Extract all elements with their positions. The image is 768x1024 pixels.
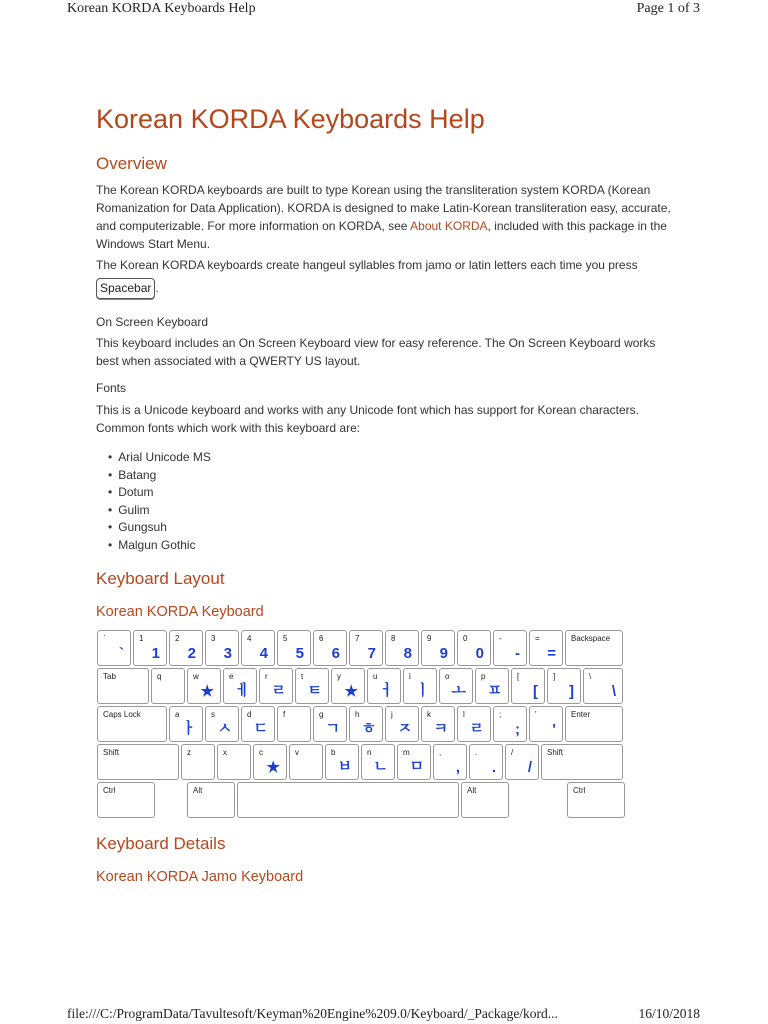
key-label: Ctrl: [103, 786, 116, 795]
key-label: \: [589, 672, 592, 681]
key-8[interactable]: [385, 630, 419, 666]
key-m[interactable]: [397, 744, 431, 780]
key-output: ㄹ: [469, 720, 484, 737]
key-label: h: [355, 710, 360, 719]
key-label: y: [337, 672, 341, 681]
key-label: ]: [553, 672, 556, 681]
list-item: • Batang: [118, 467, 211, 485]
key-9[interactable]: [421, 630, 455, 666]
key-output: ㄹ: [271, 682, 286, 699]
key-alt[interactable]: [461, 782, 509, 818]
key-label: Backspace: [571, 634, 611, 643]
key-tab[interactable]: [97, 668, 149, 704]
key-label: p: [481, 672, 486, 681]
key-label: 8: [391, 634, 396, 643]
key-output: [: [533, 683, 538, 700]
overview-heading: Overview: [96, 154, 167, 173]
key-\[interactable]: [583, 668, 623, 704]
key-label: 7: [355, 634, 360, 643]
key-label: g: [319, 710, 324, 719]
key-label: Alt: [193, 786, 203, 795]
key-label: x: [223, 748, 227, 757]
key-label: Alt: [467, 786, 477, 795]
key-output: 2: [187, 645, 196, 662]
key-output: \: [611, 683, 616, 700]
key--[interactable]: [493, 630, 527, 666]
key-alt[interactable]: [187, 782, 235, 818]
key-output: ㅎ: [361, 720, 376, 737]
key-label: =: [535, 634, 540, 643]
key-c[interactable]: [253, 744, 287, 780]
key-shift[interactable]: [97, 744, 179, 780]
key-'[interactable]: [529, 706, 563, 742]
key-label: k: [427, 710, 431, 719]
key-label: f: [283, 710, 286, 719]
key-1[interactable]: [133, 630, 167, 666]
key-label: [: [517, 672, 520, 681]
spacebar-line: Spacebar .: [96, 278, 671, 299]
key-][interactable]: [547, 668, 581, 704]
print-date: 16/10/2018: [638, 1006, 700, 1021]
key-label: 5: [283, 634, 288, 643]
key-u[interactable]: [367, 668, 401, 704]
key-i[interactable]: [403, 668, 437, 704]
key-output: 9: [439, 645, 448, 662]
key-label: s: [211, 710, 215, 719]
key-output: 1: [151, 645, 160, 662]
key-z[interactable]: [181, 744, 215, 780]
key-enter[interactable]: [565, 706, 623, 742]
key-w[interactable]: [187, 668, 221, 704]
key-f[interactable]: [277, 706, 311, 742]
key-j[interactable]: [385, 706, 419, 742]
key-output: 5: [295, 645, 304, 662]
key-label: 4: [247, 634, 252, 643]
key-label: u: [373, 672, 378, 681]
key-output: ㅍ: [487, 682, 502, 699]
key-output: ㅓ: [379, 682, 394, 699]
key-output: ㄱ: [325, 720, 340, 737]
key-b[interactable]: [325, 744, 359, 780]
key-ctrl[interactable]: [97, 782, 155, 818]
key-3[interactable]: [205, 630, 239, 666]
key-label: ': [535, 710, 537, 719]
key-output: ★: [344, 683, 358, 700]
key-output: `: [119, 645, 124, 662]
key-label: 0: [463, 634, 468, 643]
keyboard-layout-subheading: Korean KORDA Keyboard: [96, 604, 264, 620]
key-label: m: [403, 748, 410, 757]
key-k[interactable]: [421, 706, 455, 742]
key-caps-lock[interactable]: [97, 706, 167, 742]
key-a[interactable]: [169, 706, 203, 742]
key-output: 6: [331, 645, 340, 662]
key-output: ★: [266, 759, 280, 776]
key-label: -: [499, 634, 502, 643]
key-v[interactable]: [289, 744, 323, 780]
key-output: ': [552, 721, 556, 738]
key-output: ㅗ: [451, 682, 466, 699]
key-output: ㅣ: [415, 682, 430, 699]
list-item: • Gulim: [118, 502, 211, 520]
key-output: ㅂ: [337, 758, 352, 775]
key-label: 2: [175, 634, 180, 643]
key-label: /: [511, 748, 514, 757]
keyboard-layout-heading: Keyboard Layout: [96, 569, 225, 588]
key-output: ㅌ: [307, 682, 322, 699]
overview-para-2: The Korean KORDA keyboards create hangeul syllables from jamo or latin letters each time you press: [96, 258, 638, 272]
key-label: ;: [499, 710, 502, 719]
key-4[interactable]: [241, 630, 275, 666]
key-label: z: [187, 748, 191, 757]
key-label: v: [295, 748, 299, 757]
header-title: Korean KORDA Keyboards Help: [67, 1, 256, 16]
key-output: ,: [455, 759, 460, 776]
list-item: • Dotum: [118, 484, 211, 502]
key-output: ㅅ: [217, 720, 232, 737]
key-t[interactable]: [295, 668, 329, 704]
jamo-keyboard-heading: Korean KORDA Jamo Keyboard: [96, 869, 304, 885]
key-label: a: [175, 710, 180, 719]
key-label: Enter: [571, 710, 591, 719]
key-output: 7: [367, 645, 376, 662]
keyboard-details-heading: Keyboard Details: [96, 834, 226, 853]
key-label: e: [229, 672, 234, 681]
key-output: ㄴ: [373, 758, 388, 775]
key-y[interactable]: [331, 668, 365, 704]
key-backspace[interactable]: [565, 630, 623, 666]
osk-heading: On Screen Keyboard: [96, 315, 209, 329]
key-label: Shift: [547, 748, 564, 757]
key-label: .: [475, 748, 478, 757]
key-`[interactable]: [97, 630, 131, 666]
key-label: o: [445, 672, 450, 681]
key-label: Ctrl: [573, 786, 586, 795]
key-label: l: [463, 710, 465, 719]
key-[[interactable]: [511, 668, 545, 704]
spacebar-key: Spacebar: [96, 278, 155, 299]
key-e[interactable]: [223, 668, 257, 704]
key-label: 6: [319, 634, 324, 643]
file-path: file:///C:/ProgramData/Tavultesoft/Keyman%20Engine%209.0/Keyboard/_Package/kord...: [67, 1006, 558, 1021]
key-,[interactable]: [433, 744, 467, 780]
key-output: ㅔ: [235, 682, 250, 699]
key-p[interactable]: [475, 668, 509, 704]
key-shift[interactable]: [541, 744, 623, 780]
key-output: -: [515, 645, 520, 662]
list-item: • Arial Unicode MS: [118, 449, 211, 467]
key-h[interactable]: [349, 706, 383, 742]
key-label: w: [193, 672, 199, 681]
key-7[interactable]: [349, 630, 383, 666]
list-item: • Malgun Gothic: [118, 537, 211, 555]
key-output: =: [547, 645, 556, 662]
key-label: b: [331, 748, 336, 757]
key-output: /: [527, 759, 532, 776]
key-output: .: [491, 759, 496, 776]
key-/[interactable]: [505, 744, 539, 780]
key-label: 3: [211, 634, 216, 643]
key-n[interactable]: [361, 744, 395, 780]
key-label: q: [157, 672, 162, 681]
overview-para-1: The Korean KORDA keyboards are built to type Korean using the transliteration system KORDA (Korean Romanization for Data Application). KORDA is designed to make Latin-Korean transliteration easy, accurate, and computerizable. For more information on KORDA, see About KORDA, included with this package in the Windows Start Menu.: [96, 183, 671, 251]
key-output: ;: [515, 721, 520, 738]
key-space[interactable]: [237, 782, 459, 818]
key-s[interactable]: [205, 706, 239, 742]
key-output: 4: [259, 645, 268, 662]
key-label: Shift: [103, 748, 120, 757]
key-2[interactable]: [169, 630, 203, 666]
running-header: [0, 0, 768, 24]
key-output: ]: [569, 683, 574, 700]
key-output: 3: [223, 645, 232, 662]
key-=[interactable]: [529, 630, 563, 666]
key-output: 8: [403, 645, 412, 662]
key-output: ㅏ: [181, 720, 196, 737]
key-label: c: [259, 748, 263, 757]
key-label: `: [103, 634, 106, 643]
key-output: 0: [475, 645, 484, 662]
key-6[interactable]: [313, 630, 347, 666]
key-x[interactable]: [217, 744, 251, 780]
key-label: Caps Lock: [103, 710, 141, 719]
key-label: 9: [427, 634, 432, 643]
key-q[interactable]: [151, 668, 185, 704]
key-ctrl[interactable]: [567, 782, 625, 818]
fonts-heading: Fonts: [96, 381, 127, 395]
key-label: 1: [139, 634, 144, 643]
page-title: Korean KORDA Keyboards Help: [96, 104, 485, 134]
key-label: j: [391, 710, 393, 719]
key-g[interactable]: [313, 706, 347, 742]
key-0[interactable]: [457, 630, 491, 666]
key-l[interactable]: [457, 706, 491, 742]
key-label: i: [409, 672, 411, 681]
key-label: d: [247, 710, 252, 719]
key-output: ㅈ: [397, 720, 412, 737]
key-r[interactable]: [259, 668, 293, 704]
on-screen-keyboard: [97, 630, 621, 818]
osk-text: This keyboard includes an On Screen Keyboard view for easy reference. The On Screen Keyboard works best when associated with a QWERTY US layout.: [96, 336, 656, 368]
key-5[interactable]: [277, 630, 311, 666]
key-d[interactable]: [241, 706, 275, 742]
key-output: ㅁ: [409, 758, 424, 775]
key-output: ㄷ: [253, 720, 268, 737]
fonts-text: This is a Unicode keyboard and works with any Unicode font which has support for Korean characters. Common fonts which work with this keyboard are:: [96, 403, 639, 435]
key-;[interactable]: [493, 706, 527, 742]
key-label: n: [367, 748, 372, 757]
about-korda-link[interactable]: About KORDA: [410, 219, 488, 233]
font-list: [118, 449, 211, 555]
key-output: ★: [200, 683, 214, 700]
key-label: r: [265, 672, 268, 681]
key-label: t: [301, 672, 304, 681]
key-output: ㅋ: [433, 720, 448, 737]
key-.[interactable]: [469, 744, 503, 780]
key-label: ,: [439, 748, 442, 757]
page-number: Page 1 of 3: [636, 1, 700, 16]
list-item: • Gungsuh: [118, 519, 211, 537]
key-label: Tab: [103, 672, 116, 681]
key-o[interactable]: [439, 668, 473, 704]
